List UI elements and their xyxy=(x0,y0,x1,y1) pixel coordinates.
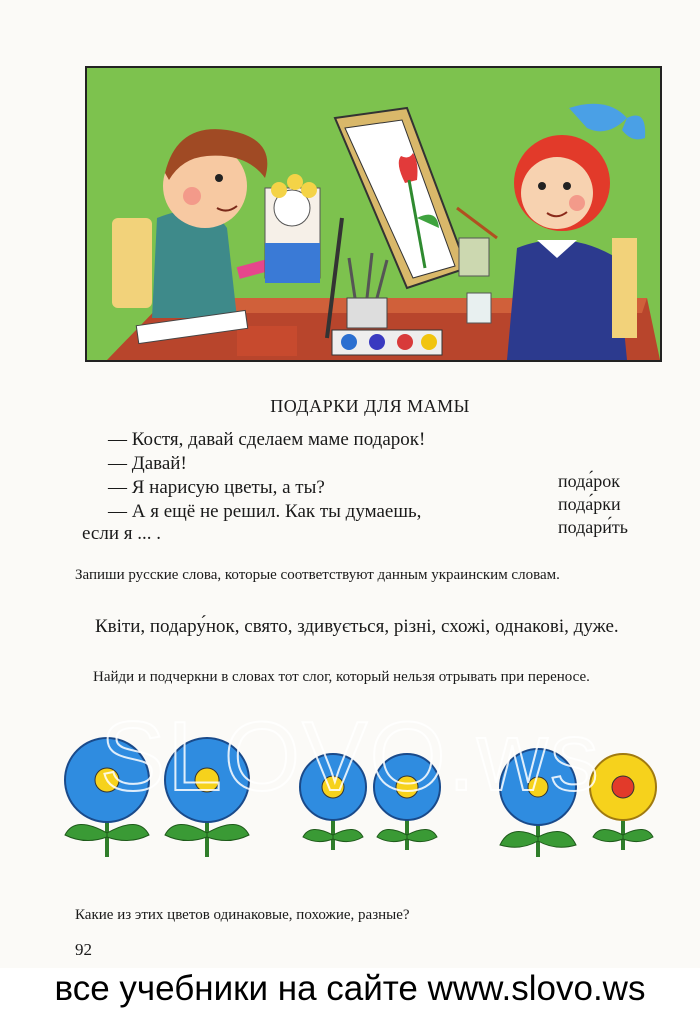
task-syllable: Найди и подчеркни в словах тот слог, который нельзя отрывать при переносе. xyxy=(93,669,590,685)
illustration-children-making-gifts xyxy=(85,66,662,362)
paper-doll xyxy=(265,174,320,283)
flowers-row xyxy=(55,725,675,865)
task-translate: Запиши русские слова, которые соответствуют данным украинским словам. xyxy=(75,567,560,583)
flower-daisy-blue-1 xyxy=(300,754,366,850)
word-form-1: пода́рок xyxy=(558,471,621,491)
watermark: SLOVO.ws xyxy=(100,701,601,811)
dialogue-line-3: — Я нарисую цветы, а ты? xyxy=(108,477,325,498)
word-form-3: подари́ть xyxy=(558,517,628,537)
flower-daisy-yellow xyxy=(590,754,656,850)
page-number: 92 xyxy=(75,940,92,959)
dialogue-line-1: — Костя, давай сделаем маме подарок! xyxy=(108,429,426,450)
word-form-2: пода́рки xyxy=(558,494,621,514)
flower-cornflower-1 xyxy=(65,738,149,857)
dialogue-line-2: — Давай! xyxy=(108,453,187,474)
dialogue-line-4: — А я ещё не решил. Как ты думаешь, xyxy=(108,501,422,522)
dialogue-line-5: если я ... . xyxy=(82,523,161,544)
ukrainian-word-list: Квіти, подару́нок, свято, здивується, різні, схожі, однакові, дуже. xyxy=(95,616,619,637)
site-footer-banner[interactable]: все учебники на сайте www.slovo.ws xyxy=(0,968,700,1010)
question-flowers: Какие из этих цветов одинаковые, похожие, разные? xyxy=(75,907,410,923)
flower-daisy-blue-2 xyxy=(374,754,440,850)
flower-aster-blue xyxy=(500,749,576,857)
story-title: ПОДАРКИ ДЛЯ МАМЫ xyxy=(270,396,470,416)
flower-cornflower-2 xyxy=(165,738,249,857)
